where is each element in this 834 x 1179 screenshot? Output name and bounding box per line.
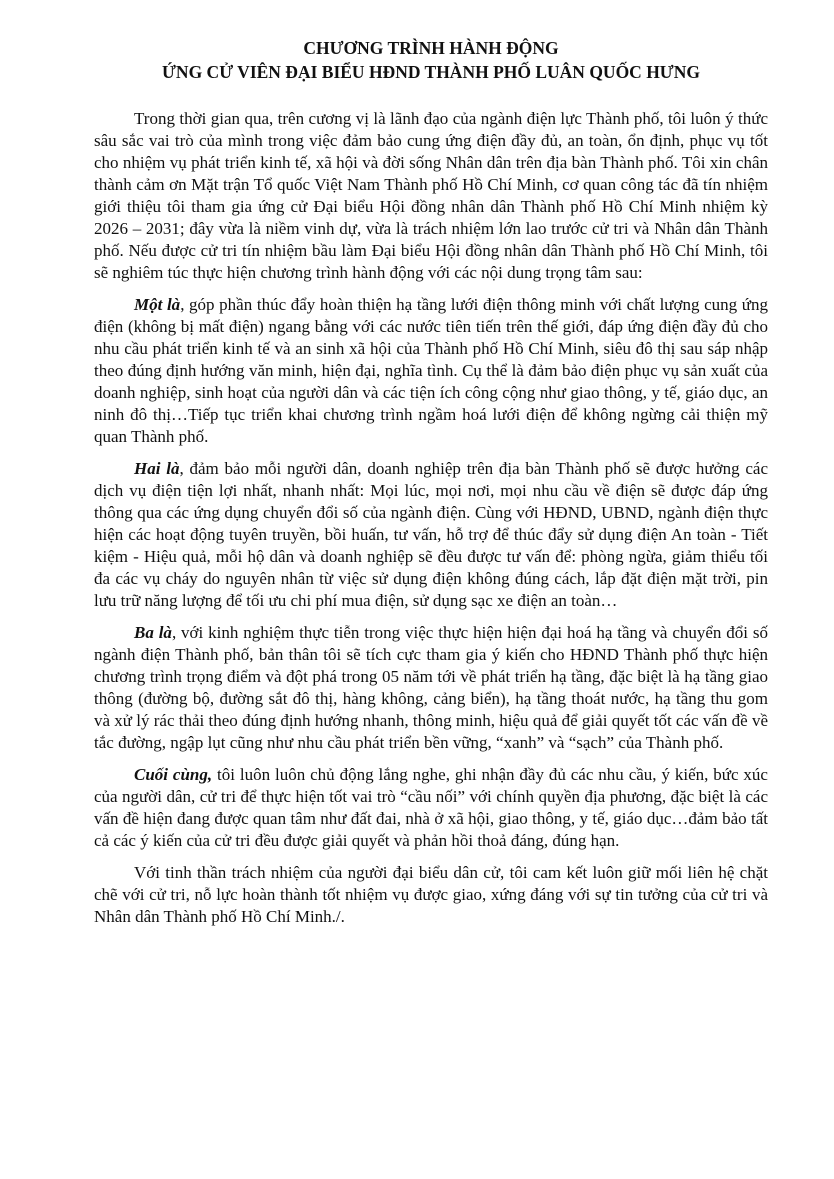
title-line-2: ỨNG CỬ VIÊN ĐẠI BIỂU HĐND THÀNH PHỐ LUÂN QUỐC HƯNG: [162, 62, 700, 82]
point-one-paragraph: [94, 294, 768, 448]
point-four-text: tôi luôn luôn chủ động lắng nghe, ghi nhận đầy đủ các nhu cầu, ý kiến, bức xúc của người dân, cử tri để thực hiện tốt vai trò “cầu nối” với chính quyền địa phương, đặc biệt là các vấn đề hiện đang được quan tâm như đất đai, nhà ở xã hội, giao thông, y tế, giáo dục…đảm bảo tất cả các ý kiến của cử tri đều được giải quyết và phản hồi thoả đáng, đúng hạn.: [94, 765, 768, 850]
point-two-paragraph: [94, 458, 768, 612]
point-one-lead: Một là: [134, 295, 181, 314]
intro-paragraph: Trong thời gian qua, trên cương vị là lãnh đạo của ngành điện lực Thành phố, tôi luôn ý thức sâu sắc vai trò của mình trong việc đảm bảo cung ứng điện đầy đủ, an toàn, ổn định, phục vụ tốt cho nhiệm vụ phát triển kinh tế, xã hội và đời sống Nhân dân trên địa bàn Thành phố. Tôi xin chân thành cảm ơn Mặt trận Tổ quốc Việt Nam Thành phố Hồ Chí Minh, cơ quan công tác đã tín nhiệm giới thiệu tôi tham gia ứng cử Đại biểu Hội đồng nhân dân Thành phố Hồ Chí Minh nhiệm kỳ 2026 – 2031; đây vừa là niềm vinh dự, vừa là trách nhiệm lớn lao trước cử tri và Nhân dân Thành phố. Nếu được cử tri tín nhiệm bầu làm Đại biểu Hội đồng nhân dân Thành phố Hồ Chí Minh, tôi sẽ nghiêm túc thực hiện chương trình hành động với các nội dung trọng tâm sau:: [94, 109, 768, 282]
closing-paragraph: Với tinh thần trách nhiệm của người đại biểu dân cử, tôi cam kết luôn giữ mối liên hệ chặt chẽ với cử tri, nỗ lực hoàn thành tốt nhiệm vụ được giao, xứng đáng với sự tin tưởng của cử tri và Nhân dân Thành phố Hồ Chí Minh./.: [94, 863, 768, 926]
point-one-text: , góp phần thúc đẩy hoàn thiện hạ tầng lưới điện thông minh với chất lượng cung ứng điện (không bị mất điện) ngang bằng với các nước tiên tiến trên thế giới, đáp ứng điện đầy đủ cho nhu cầu phát triển kinh tế và an sinh xã hội của Thành phố Hồ Chí Minh, siêu đô thị sau sáp nhập theo đúng định hướng văn minh, hiện đại, nghĩa tình. Cụ thể là đảm bảo điện phục vụ sản xuất của doanh nghiệp, sinh hoạt của người dân và các tiện ích công cộng như giao thông, y tế, giáo dục, an ninh đô thị…Tiếp tục triển khai chương trình ngầm hoá lưới điện để không ngừng cải thiện mỹ quan Thành phố.: [94, 295, 768, 446]
title-line-1: CHƯƠNG TRÌNH HÀNH ĐỘNG: [303, 38, 559, 58]
point-four-paragraph: [94, 764, 768, 852]
point-two-lead: Hai là: [134, 459, 180, 478]
point-two-text: , đảm bảo mỗi người dân, doanh nghiệp trên địa bàn Thành phố sẽ được hưởng các dịch vụ điện tiện lợi nhất, nhanh nhất: Mọi lúc, mọi nơi, mọi nhu cầu về điện sẽ được đáp ứng thông qua các ứng dụng chuyển đổi số của ngành điện. Cùng với HĐND, UBND, ngành điện thực hiện các hoạt động tuyên truyền, bồi huấn, tư vấn, hỗ trợ để thúc đẩy sử dụng điện An toàn - Tiết kiệm - Hiệu quả, mỗi hộ dân và doanh nghiệp sẽ đều được tư vấn để: phòng ngừa, giảm thiểu tối đa các vụ cháy do nguyên nhân từ việc sử dụng điện không đúng cách, lắp đặt điện mặt trời, pin lưu trữ năng lượng để tối ưu chi phí mua điện, sử dụng sạc xe điện an toàn…: [94, 459, 768, 610]
point-three-lead: Ba là: [134, 623, 172, 642]
point-four-lead: Cuối cùng,: [134, 765, 213, 784]
document-title: [94, 36, 768, 84]
point-three-paragraph: [94, 622, 768, 754]
point-three-text: , với kinh nghiệm thực tiễn trong việc thực hiện hiện đại hoá hạ tầng và chuyển đổi số ngành điện Thành phố, bản thân tôi sẽ tích cực tham gia ý kiến cho HĐND Thành phố thực hiện chương trình trọng điểm và đột phá trong 05 năm tới về phát triển hạ tầng, đặc biệt là hạ tầng giao thông (đường bộ, đường sắt đô thị, hàng không, cảng biển), hạ tầng thoát nước, hạ tầng thu gom và xử lý rác thải theo đúng định hướng nhanh, thông minh, hiệu quả để giải quyết tốt các vấn đề về tắc đường, ngập lụt cũng như nhu cầu phát triển bền vững, “xanh” và “sạch” của Thành phố.: [94, 623, 768, 752]
